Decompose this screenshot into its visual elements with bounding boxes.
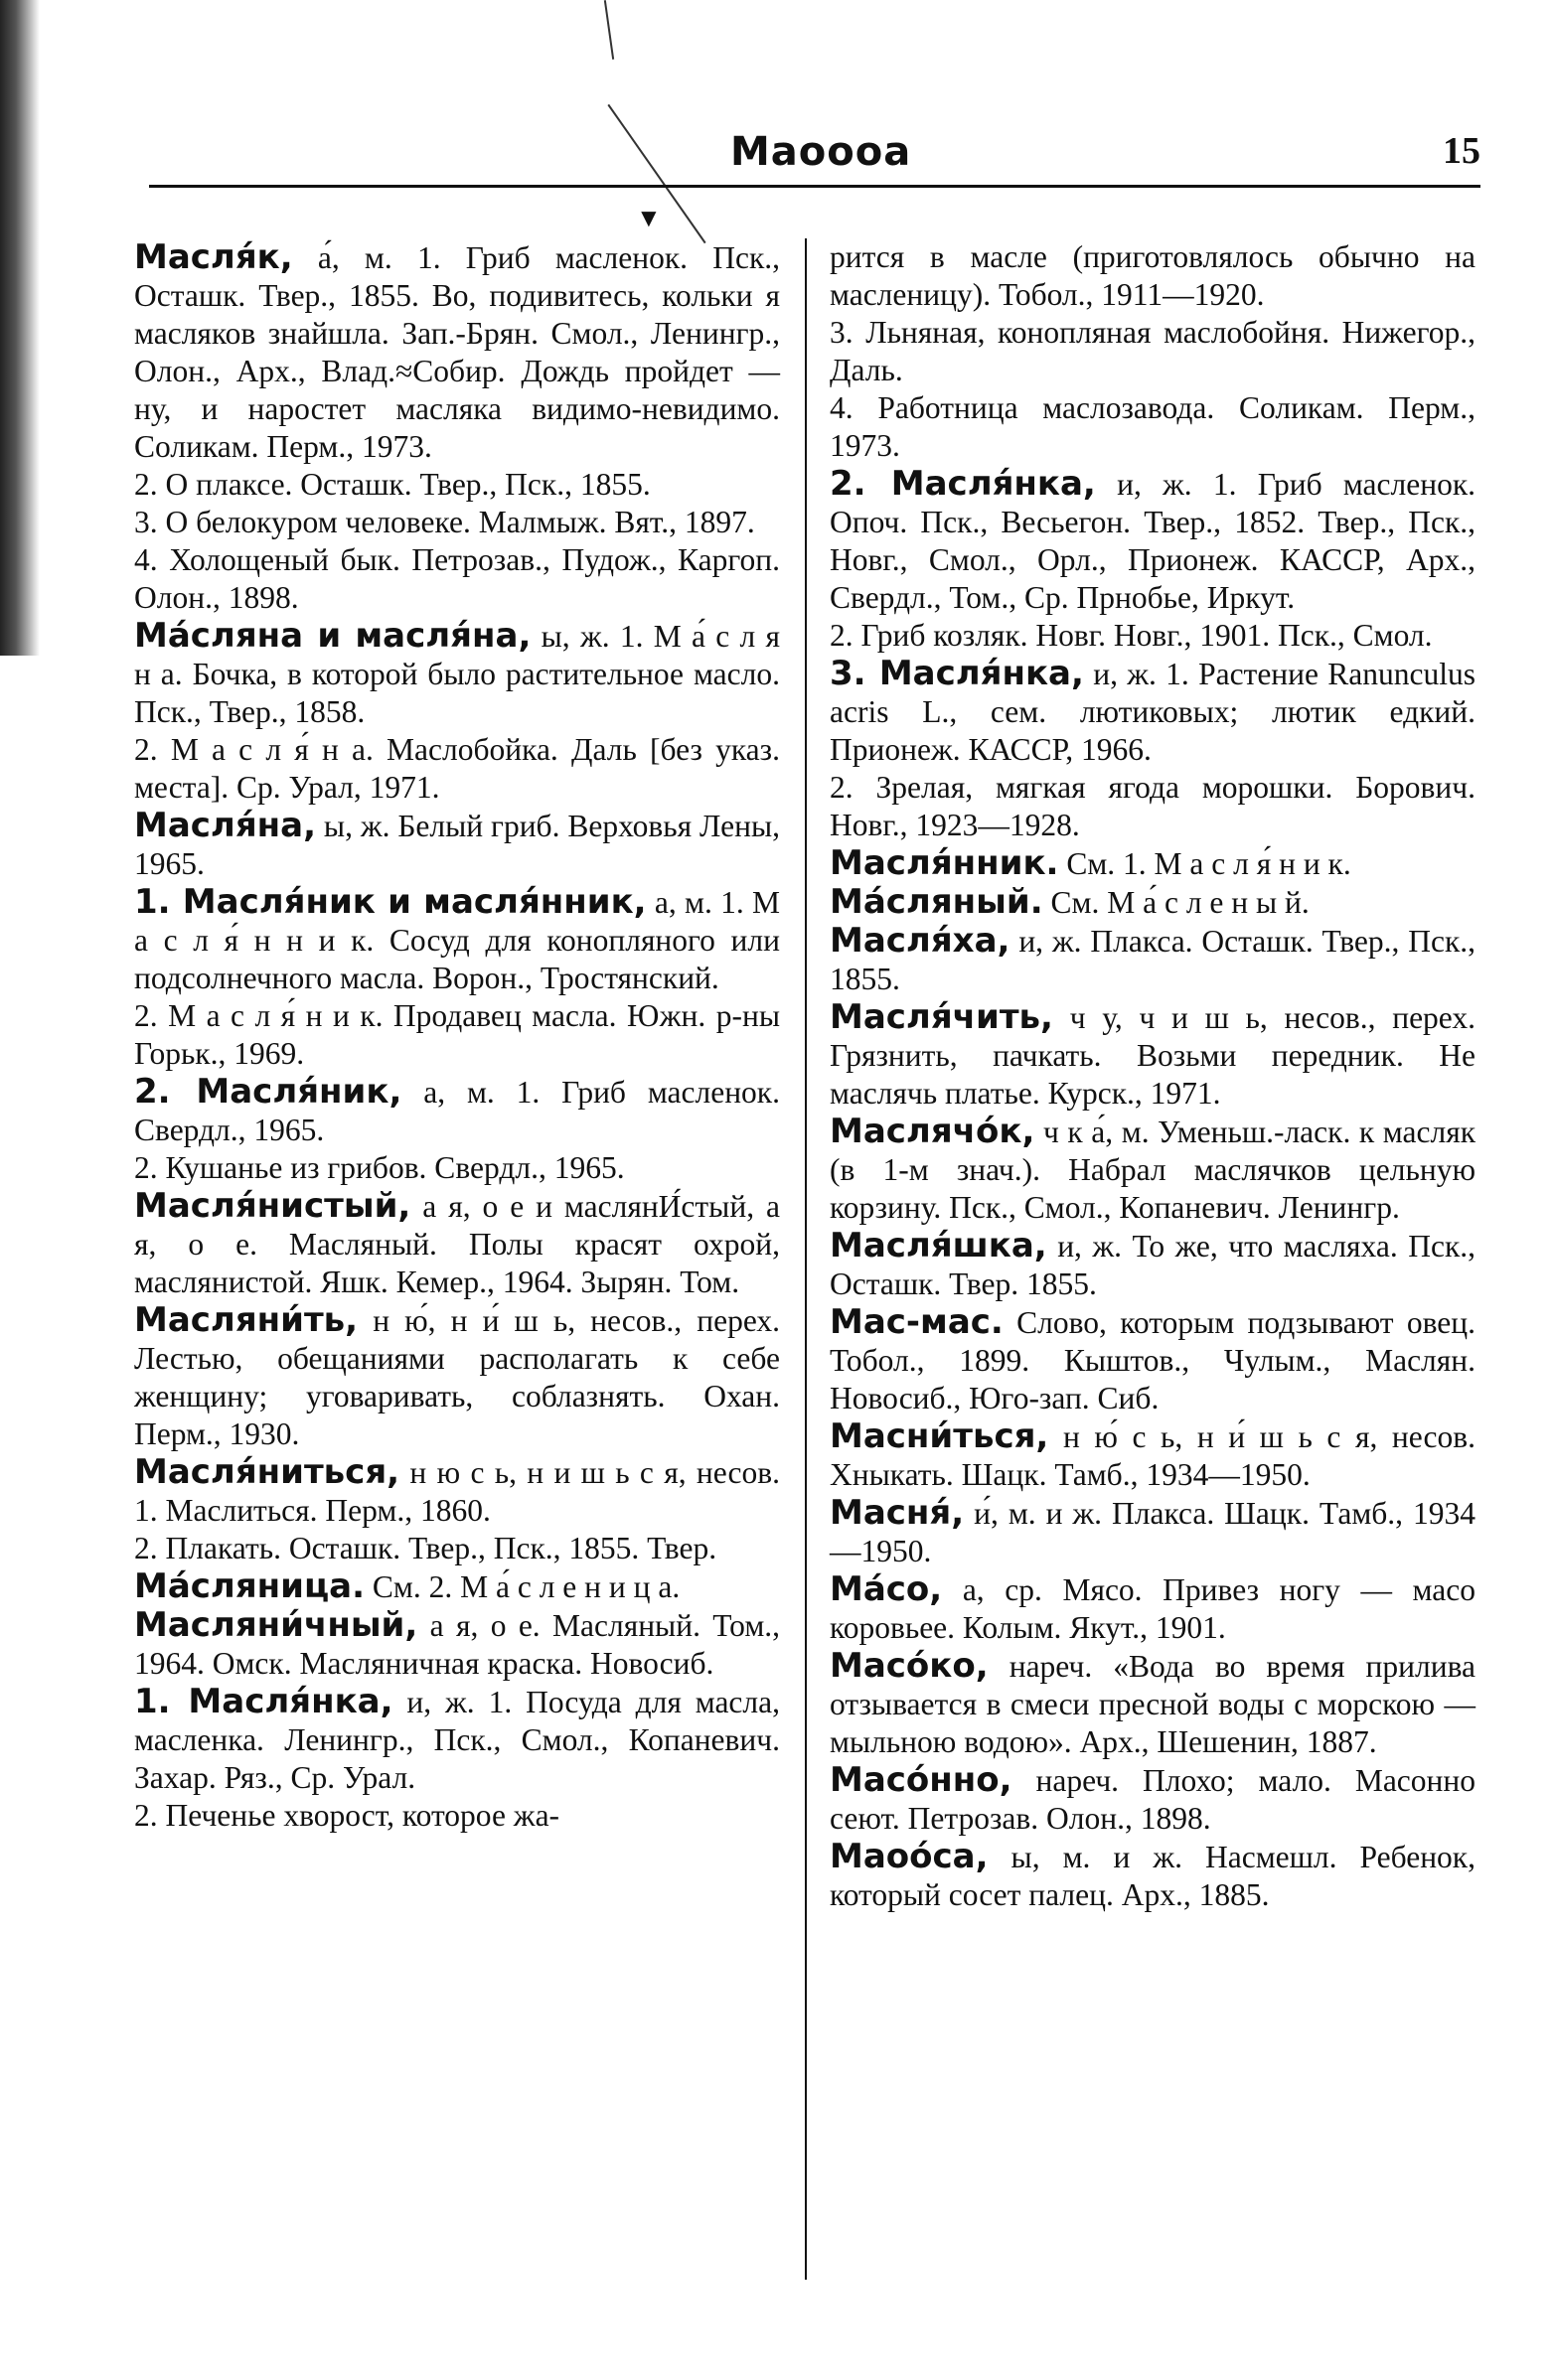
entry-headword: 2. Масля́нка, — [830, 464, 1096, 504]
entry-headword: Масля́ниться, — [134, 1452, 400, 1492]
entry-headword: 1. Масля́ник и масля́нник, — [134, 882, 647, 922]
page-header — [149, 129, 1480, 189]
dictionary-entry — [830, 465, 1475, 617]
dictionary-entry — [830, 1303, 1475, 1417]
column-divider — [805, 238, 807, 2280]
dictionary-entry — [134, 541, 780, 617]
entry-headword: Масля́нник. — [830, 843, 1059, 883]
dictionary-entry — [134, 1530, 780, 1567]
entry-definition: н ю́ с ь, н и́ ш ь с я, несов. Хныкать. Шацк. Тамб., 1934—1950. — [830, 1419, 1476, 1492]
entry-definition: 2. О плаксе. Осташк. Твер., Пск., 1855. — [134, 467, 651, 502]
entry-definition: а я, о е. Масляный. Том., 1964. Омск. Масляничная краска. Новосиб. — [134, 1608, 781, 1681]
entry-headword: Масля́чить, — [830, 997, 1053, 1037]
entry-headword: Масля́шка, — [830, 1226, 1047, 1265]
dictionary-entry — [830, 1494, 1475, 1570]
entry-headword: Масня́, — [830, 1493, 965, 1533]
dictionary-entry — [830, 314, 1475, 389]
dictionary-entry — [830, 769, 1475, 844]
pen-mark — [604, 0, 614, 60]
dictionary-entry — [134, 1567, 780, 1606]
dictionary-entry — [830, 1227, 1475, 1303]
entry-definition: 3. О белокуром человеке. Малмыж. Вят., 1897. — [134, 505, 755, 539]
dictionary-entry — [134, 238, 780, 466]
header-rule — [149, 185, 1480, 188]
dictionary-entry — [134, 807, 780, 883]
entry-headword: Ма́со, — [830, 1569, 943, 1609]
dictionary-entry — [134, 466, 780, 504]
entry-definition: нареч. Плохо; мало. Масонно сеют. Петрозав. Олон., 1898. — [830, 1763, 1476, 1836]
entry-headword: Масля́к, — [134, 237, 293, 277]
entry-definition: а, м. 1. М а с л я́ н н и к. Сосуд для конопляного или подсолнечного масла. Ворон., Тростянский. — [134, 885, 780, 995]
entry-headword: Масо́нно, — [830, 1760, 1012, 1800]
dictionary-entry — [134, 1301, 780, 1453]
entry-definition: ы, м. и ж. Насмешл. Ребенок, который сосет палец. Арх., 1885. — [830, 1840, 1475, 1912]
entry-definition: ч к а́, м. Уменьш.-ласк. к масляк (в 1-м знач.). Набрал маслячков цельную корзину. Пск., Смол., Копаневич. Ленингр. — [830, 1115, 1476, 1225]
scan-edge-shadow — [0, 0, 40, 656]
entry-headword: Ма́сляница. — [134, 1566, 366, 1606]
entry-headword: Ма́сляный. — [830, 882, 1043, 922]
entry-definition: и́, м. и ж. Плакса. Шацк. Тамб., 1934—1950. — [830, 1496, 1476, 1568]
entry-definition: 3. Льняная, конопляная маслобойня. Нижегор., Даль. — [830, 315, 1475, 387]
dictionary-entry — [134, 1797, 780, 1835]
entry-definition: См. М а́ с л е н ы й. — [1050, 885, 1310, 920]
entry-definition: и, ж. 1. Посуда для масла, масленка. Ленингр., Пск., Смол., Копаневич. Захар. Ряз., Ср. Урал. — [134, 1685, 780, 1795]
entry-definition: Слово, которым подзывают овец. Тобол., 1899. Кыштов., Чулым., Маслян. Новосиб., Юго-зап. Сиб. — [830, 1305, 1475, 1415]
dictionary-entry — [134, 997, 780, 1073]
entry-definition: 4. Работница маслозавода. Соликам. Перм., 1973. — [830, 390, 1475, 463]
entry-definition: 4. Холощеный бык. Петрозав., Пудож., Каргоп. Олон., 1898. — [134, 542, 780, 615]
dictionary-entry — [830, 1417, 1475, 1494]
entry-definition: и, ж. 1. Растение Ranunculus acris L., сем. лютиковых; лютик едкий. Прионеж. КАССР, 1966. — [830, 657, 1476, 767]
entry-headword: Масля́ха, — [830, 921, 1010, 961]
running-head: Маоооа — [730, 129, 912, 175]
dictionary-entry — [134, 1453, 780, 1530]
dictionary-entry — [134, 1683, 780, 1797]
dictionary-entry — [830, 617, 1475, 655]
entry-headword: Маслячо́к, — [830, 1112, 1035, 1151]
entry-definition: нареч. «Вода во время прилива отзывается в смеси пресной воды с морскою — мыльною водою». Арх., Шешенин, 1887. — [830, 1649, 1476, 1759]
entry-definition: 2. Зрелая, мягкая ягода морошки. Борович. Новг., 1923—1928. — [830, 770, 1475, 842]
entry-headword: Масни́ться, — [830, 1416, 1049, 1456]
entry-headword: Масо́ко, — [830, 1646, 989, 1686]
dictionary-entry — [830, 1113, 1475, 1227]
entry-headword: 2. Масля́ник, — [134, 1072, 402, 1112]
dictionary-entry — [134, 1149, 780, 1187]
dictionary-entry — [134, 1073, 780, 1149]
dictionary-entry — [134, 617, 780, 731]
dictionary-entry — [134, 883, 780, 997]
entry-headword: Масляни́чный, — [134, 1605, 418, 1645]
entry-definition: 2. Печенье хворост, которое жа- — [134, 1798, 560, 1833]
entry-headword: Масляни́ть, — [134, 1300, 359, 1340]
entry-headword: Масля́нистый, — [134, 1186, 411, 1226]
entry-headword: Масля́на, — [134, 806, 317, 845]
left-column — [134, 238, 780, 1835]
entry-definition: ы, ж. 1. М а́ с л я н а. Бочка, в которой было растительное масло. Пск., Твер., 1858. — [134, 619, 781, 729]
entry-definition: рится в масле (приготовлялось обычно на масленицу). Тобол., 1911—1920. — [830, 239, 1475, 312]
entry-definition: а я, о е и маслянИ́стый, а я, о е. Масляный. Полы красят охрой, маслянистой. Яшк. Кемер., 1964. Зырян. Том. — [134, 1189, 780, 1299]
entry-definition: 2. М а с л я́ н а. Маслобойка. Даль [без указ. места]. Ср. Урал, 1971. — [134, 732, 780, 805]
dictionary-entry — [830, 998, 1475, 1113]
dictionary-entry — [830, 1570, 1475, 1647]
entry-headword: 1. Масля́нка, — [134, 1682, 393, 1721]
dictionary-entry — [830, 389, 1475, 465]
entry-definition: н ю́, н и́ ш ь, несов., перех. Лестью, обещаниями располагать к себе женщину; уговаривать, соблазнять. Охан. Перм., 1930. — [134, 1303, 781, 1451]
entry-definition: ч у, ч и ш ь, несов., перех. Грязнить, пачкать. Возьми передник. Не маслячь платье. Курск., 1971. — [830, 1000, 1475, 1111]
dictionary-entry — [134, 1187, 780, 1301]
entry-definition: а, м. 1. Гриб масленок. Свердл., 1965. — [134, 1075, 780, 1147]
dictionary-entry — [830, 1647, 1475, 1761]
entry-definition: а́, м. 1. Гриб масленок. Пск., Осташк. Твер., 1855. Во, подивитесь, кольки я масляков знайшла. Зап.-Брян. Смол., Ленингр., Олон., Арх., Влад.≈Собир. Дождь пройдет — ну, и наростет масляка видимо-невидимо. Соликам. Перм., 1973. — [134, 240, 780, 464]
entry-headword: Маоо́са, — [830, 1837, 989, 1876]
entry-headword: 3. Масля́нка, — [830, 654, 1084, 693]
entry-definition: н ю с ь, н и ш ь с я, несов. 1. Маслиться. Перм., 1860. — [134, 1455, 780, 1528]
entry-definition: 2. Кушанье из грибов. Свердл., 1965. — [134, 1150, 625, 1185]
dictionary-entry — [134, 1606, 780, 1683]
entry-definition: ы, ж. Белый гриб. Верховья Лены, 1965. — [134, 809, 781, 881]
entry-headword: Ма́сляна и масля́на, — [134, 616, 532, 656]
dictionary-entry — [830, 1761, 1475, 1838]
dictionary-entry — [830, 844, 1475, 883]
dictionary-entry — [830, 655, 1475, 769]
entry-definition: 2. Гриб козляк. Новг. Новг., 1901. Пск., Смол. — [830, 618, 1433, 653]
entry-headword: Мас-мас. — [830, 1302, 1004, 1342]
dictionary-entry — [134, 504, 780, 541]
dictionary-entry — [830, 1838, 1475, 1914]
page-number: 15 — [1443, 130, 1480, 172]
entry-definition: и, ж. Плакса. Осташк. Твер., Пск., 1855. — [830, 924, 1476, 996]
dictionary-entry — [830, 238, 1475, 314]
entry-definition: См. 2. М а́ с л е н и ц а. — [372, 1569, 681, 1604]
right-column — [830, 238, 1475, 1914]
dictionary-entry — [830, 883, 1475, 922]
entry-definition: и, ж. 1. Гриб масленок. Опоч. Пск., Весьегон. Твер., 1852. Твер., Пск., Новг., Смол., Орл., Прионеж. КАССР, Арх., Свердл., Том., Ср. Прнобье, Иркут. — [830, 467, 1476, 615]
entry-definition: 2. Плакать. Осташк. Твер., Пск., 1855. Твер. — [134, 1531, 717, 1565]
dictionary-entry — [830, 922, 1475, 998]
dictionary-entry — [134, 731, 780, 807]
entry-definition: а, ср. Мясо. Привез ногу — масо коровьее. Колым. Якут., 1901. — [830, 1572, 1475, 1645]
arrow-down-icon: ▼ — [636, 204, 662, 232]
entry-definition: и, ж. То же, что масляха. Пск., Осташк. Твер. 1855. — [830, 1229, 1475, 1301]
entry-definition: См. 1. М а с л я́ н и к. — [1066, 846, 1351, 881]
entry-definition: 2. М а с л я́ н и к. Продавец масла. Южн. р-ны Горьк., 1969. — [134, 998, 780, 1071]
